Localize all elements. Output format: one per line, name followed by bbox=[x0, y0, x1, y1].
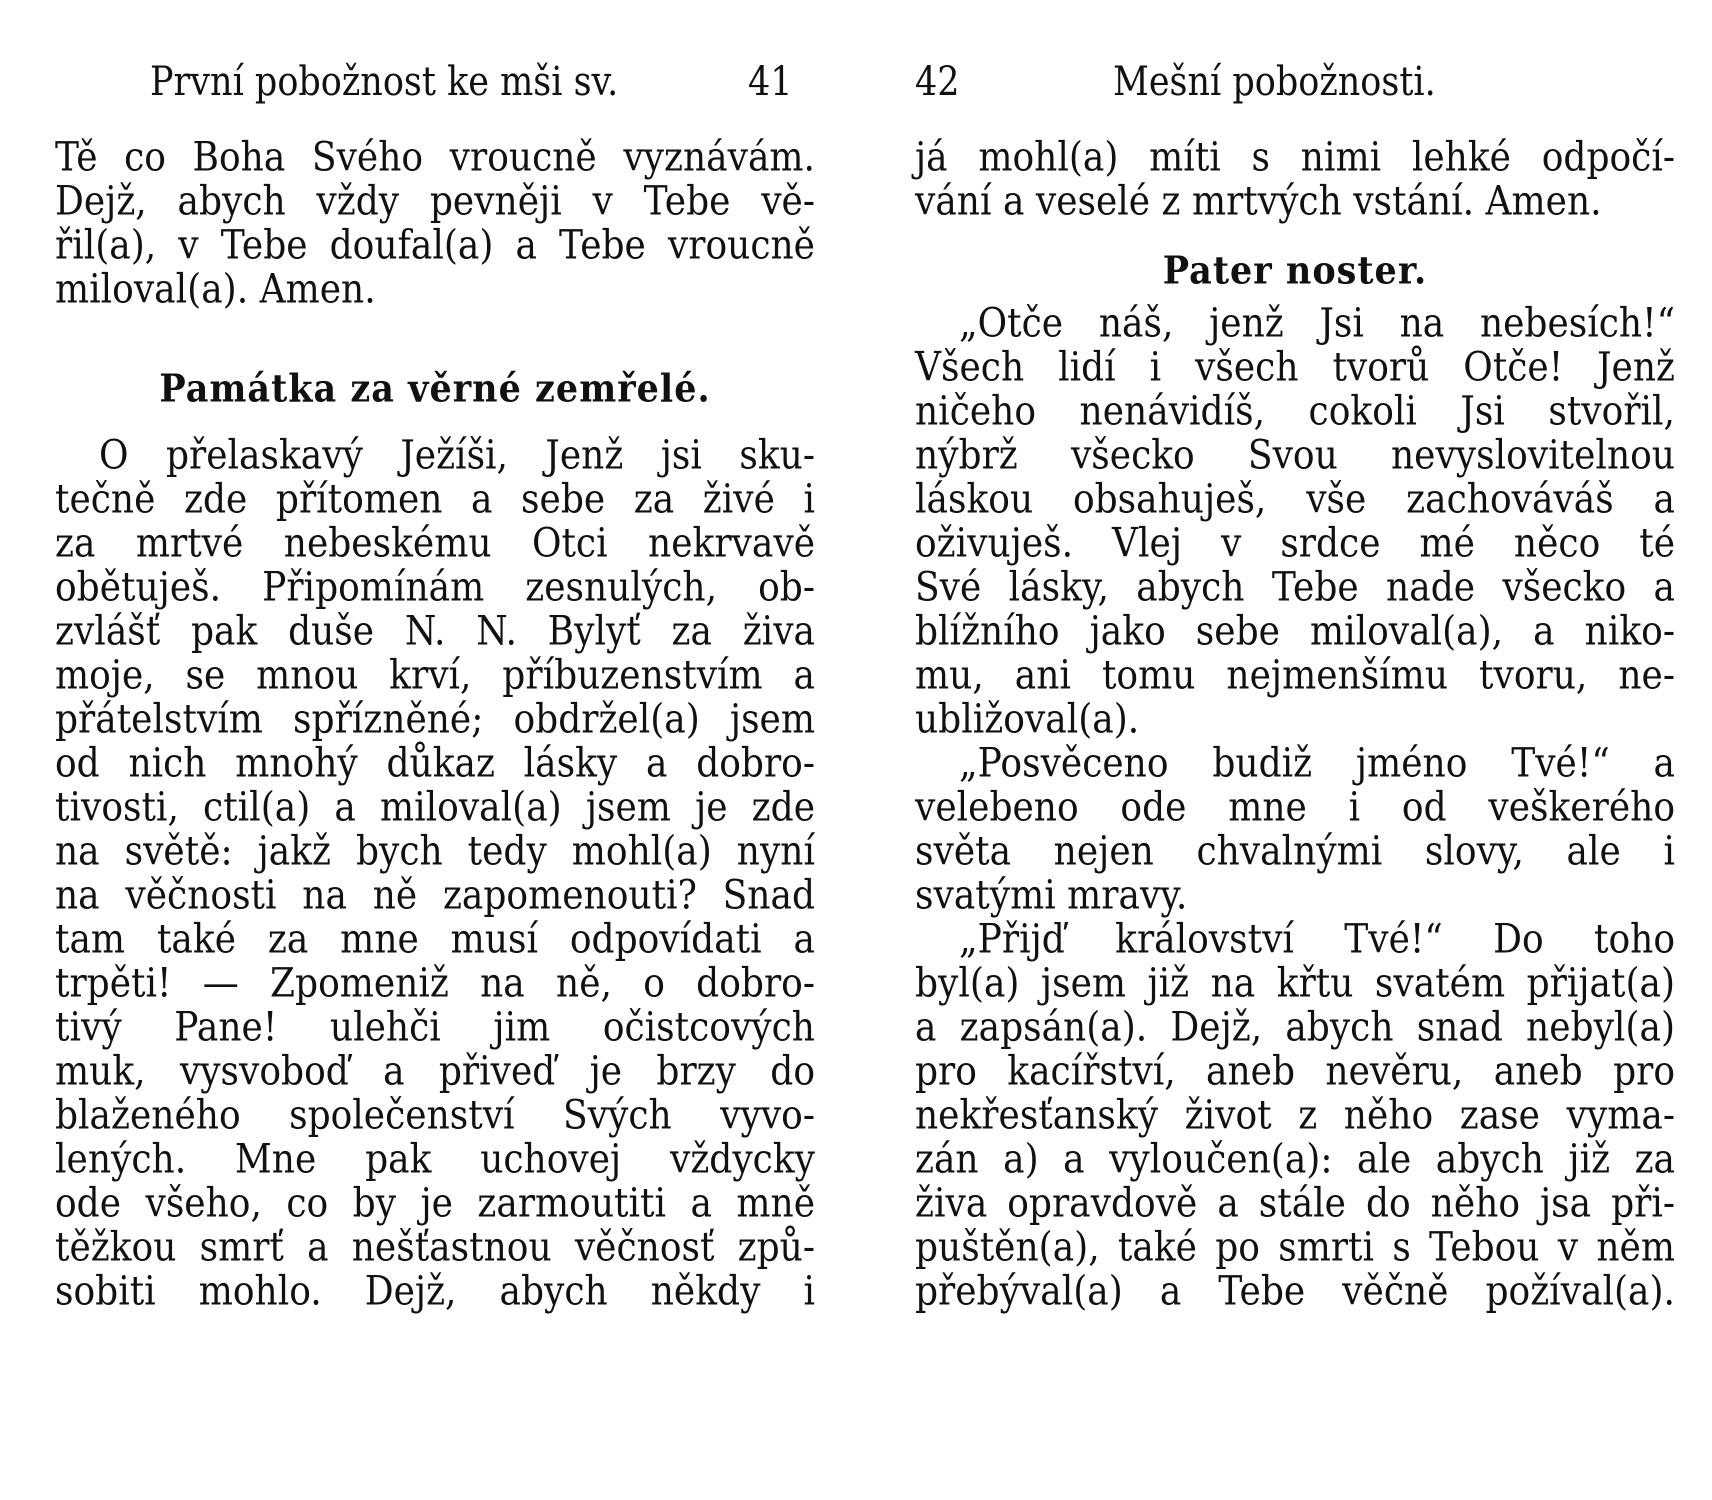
text-line: a zapsán(a). Dejž, abych snad nebyl(a) bbox=[915, 1004, 1675, 1051]
text-line: Všech lidí i všech tvorů Otče! Jenž bbox=[915, 344, 1675, 391]
running-header bbox=[55, 48, 815, 117]
text-line: nýbrž všecko Svou nevyslovitelnou bbox=[915, 432, 1675, 479]
text-line: obětuješ. Připomínám zesnulých, ob- bbox=[55, 564, 815, 611]
page-number: 42 bbox=[915, 59, 960, 106]
text-line: trpěti! — Zpomeniž na ně, o dobro- bbox=[55, 960, 815, 1007]
text-line: moje, se mnou krví, příbuzenstvím a bbox=[55, 652, 815, 699]
text-line: vání a veselé z mrtvých vstání. Amen. bbox=[915, 178, 1602, 225]
text-line: ubližoval(a). bbox=[915, 696, 1140, 743]
running-header bbox=[915, 48, 1675, 117]
text-line: Tě co Boha Svého vroucně vyznávám. bbox=[55, 134, 815, 181]
text-line: muk, vysvoboď a přiveď je brzy do bbox=[55, 1048, 815, 1095]
text-line: přebýval(a) a Tebe věčně požíval(a). bbox=[915, 1268, 1675, 1315]
text-line: nekřesťanský život z něho zase vyma- bbox=[915, 1092, 1675, 1139]
text-line: Své lásky, abych Tebe nade všecko a bbox=[915, 564, 1675, 611]
section-heading: Památka za věrné zemřelé. bbox=[159, 366, 711, 412]
text-line: láskou obsahuješ, vše zachováváš a bbox=[915, 476, 1675, 523]
text-line: svatými mravy. bbox=[915, 872, 1188, 919]
text-line: „Posvěceno budiž jméno Tvé!“ a bbox=[959, 740, 1675, 787]
text-line: světa nejen chvalnými slovy, ale i bbox=[915, 828, 1675, 875]
text-line: živa opravdově a stále do něho jsa při- bbox=[915, 1180, 1675, 1227]
text-line: mu, ani tomu nejmenšímu tvoru, ne- bbox=[915, 652, 1675, 699]
text-line: řil(a), v Tebe doufal(a) a Tebe vroucně bbox=[55, 222, 815, 269]
text-line: já mohl(a) míti s nimi lehké odpočí- bbox=[915, 134, 1675, 181]
text-line: tivosti, ctil(a) a miloval(a) jsem je zde bbox=[55, 784, 815, 831]
text-line: lených. Mne pak uchovej vždycky bbox=[55, 1136, 815, 1183]
text-line: sobiti mohlo. Dejž, abych někdy i bbox=[55, 1268, 815, 1315]
section-heading: Pater noster. bbox=[1162, 248, 1428, 294]
text-line: ničeho nenávidíš, cokoli Jsi stvořil, bbox=[915, 388, 1675, 435]
text-line: velebeno ode mne i od veškerého bbox=[915, 784, 1675, 831]
text-line: za mrtvé nebeskému Otci nekrvavě bbox=[55, 520, 815, 567]
text-line: na světě: jakž bych tedy mohl(a) nyní bbox=[55, 828, 815, 875]
text-line: zán a) a vyloučen(a): ale abych již za bbox=[915, 1136, 1675, 1183]
text-line: těžkou smrť a nešťastnou věčnosť způ- bbox=[55, 1224, 815, 1271]
text-line: blaženého společenství Svých vyvo- bbox=[55, 1092, 815, 1139]
text-line: O přelaskavý Ježíši, Jenž jsi sku- bbox=[99, 432, 815, 479]
text-line: miloval(a). Amen. bbox=[55, 266, 376, 313]
text-line: tam také za mne musí odpovídati a bbox=[55, 916, 815, 963]
text-line: pro kacířství, aneb nevěru, aneb pro bbox=[915, 1048, 1675, 1095]
text-line: „Přijď království Tvé!“ Do toho bbox=[959, 916, 1675, 963]
text-line: tečně zde přítomen a sebe za živé i bbox=[55, 476, 815, 523]
text-line: zvlášť pak duše N. N. Bylyť za živa bbox=[55, 608, 815, 655]
text-line: na věčnosti na ně zapomenouti? Snad bbox=[55, 872, 815, 919]
header-title: První pobožnost ke mši sv. bbox=[150, 59, 619, 106]
text-line: „Otče náš, jenž Jsi na nebesích!“ bbox=[959, 300, 1675, 347]
text-line: puštěn(a), také po smrti s Tebou v něm bbox=[915, 1224, 1675, 1271]
header-title: Mešní pobožnosti. bbox=[1113, 59, 1436, 106]
text-line: tivý Pane! ulehči jim očistcových bbox=[55, 1004, 815, 1051]
text-line: Dejž, abych vždy pevněji v Tebe vě- bbox=[55, 178, 815, 225]
page-number: 41 bbox=[748, 59, 793, 106]
text-line: byl(a) jsem již na křtu svatém přijat(a) bbox=[915, 960, 1675, 1007]
text-line: od nich mnohý důkaz lásky a dobro- bbox=[55, 740, 815, 787]
text-line: ode všeho, co by je zarmoutiti a mně bbox=[55, 1180, 815, 1227]
text-line: oživuješ. Vlej v srdce mé něco té bbox=[915, 520, 1675, 567]
text-line: blížního jako sebe miloval(a), a niko- bbox=[915, 608, 1675, 655]
text-line: přátelstvím spřízněné; obdržel(a) jsem bbox=[55, 696, 815, 743]
